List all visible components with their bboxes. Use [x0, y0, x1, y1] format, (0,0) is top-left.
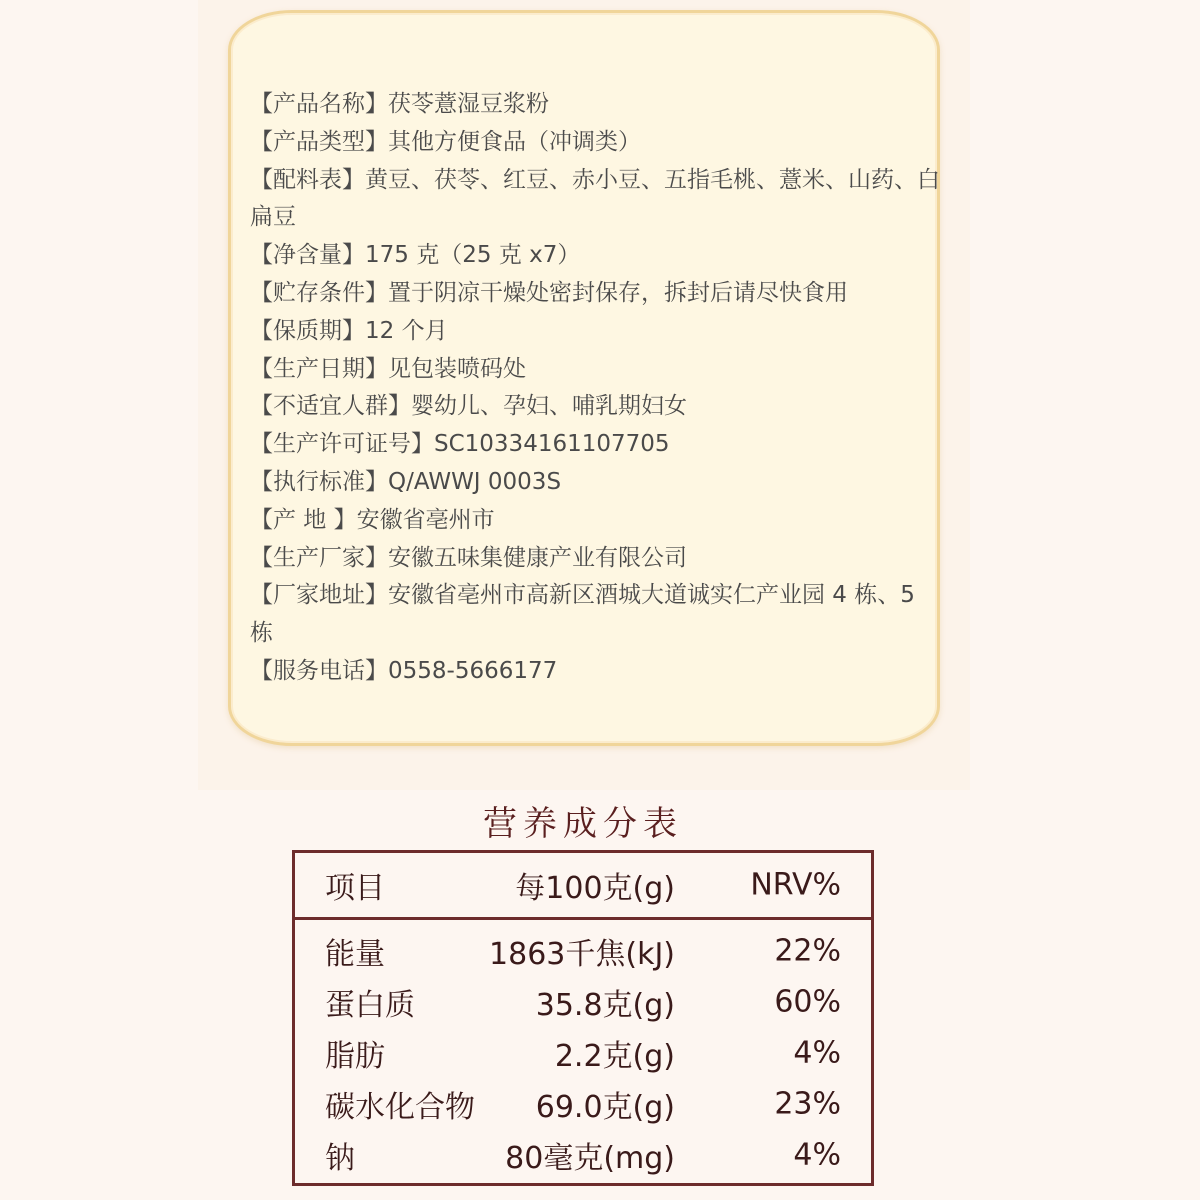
nutrient-amount: 69.0克(g): [535, 1089, 675, 1125]
info-item-unsuitable-groups: [250, 388, 940, 426]
info-item-origin: [250, 502, 940, 540]
info-label: 【配料表】: [250, 166, 365, 193]
info-value: 黄豆、茯苓、红豆、赤小豆、五指毛桃、薏米、山药、白扁豆: [250, 166, 940, 231]
table-row: [295, 1078, 871, 1129]
info-value: 安徽五味集健康产业有限公司: [388, 544, 687, 571]
table-row: [295, 925, 871, 976]
info-value: 安徽省亳州市: [356, 506, 495, 533]
info-item-product-name: [250, 86, 940, 124]
info-label: 【不适宜人群】: [250, 393, 411, 420]
info-label: 【产品名称】: [250, 91, 388, 117]
nutrient-nrv: 4%: [793, 1137, 841, 1172]
nutrient-nrv: 4%: [793, 1035, 841, 1070]
info-label: 【执行标准】: [250, 468, 388, 495]
info-label: 【产品类型】: [250, 128, 388, 155]
nutrient-name: 钠: [325, 1140, 355, 1176]
info-item-ingredients: [250, 162, 940, 238]
info-value: SC10334161107705: [434, 431, 670, 458]
info-label: 【保质期】: [250, 317, 365, 344]
table-row: [295, 1027, 871, 1078]
nutrient-nrv: 23%: [774, 1086, 841, 1121]
info-label: 【服务电话】: [250, 657, 388, 684]
nutrition-table-title: 营养成分表: [483, 804, 683, 844]
info-value: 茯苓薏湿豆浆粉: [388, 91, 549, 117]
info-item-address: [250, 577, 940, 653]
info-label: 【生产日期】: [250, 355, 388, 382]
info-item-manufacturer: [250, 540, 940, 578]
table-row: [295, 976, 871, 1027]
nutrient-name: 脂肪: [325, 1038, 385, 1074]
nutrient-name: 能量: [325, 936, 385, 972]
product-info-list: [250, 86, 940, 691]
info-value: 婴幼儿、孕妇、哺乳期妇女: [411, 393, 687, 420]
info-value: 12 个月: [365, 317, 448, 344]
info-item-shelf-life: [250, 313, 940, 351]
info-value: 175 克（25 克 x7）: [365, 242, 581, 269]
info-label: 【贮存条件】: [250, 279, 388, 306]
header-per-100g: 每100克(g): [515, 871, 675, 906]
info-value: 安徽省亳州市高新区酒城大道诚实仁产业园 4 栋、5 栋: [250, 582, 915, 647]
nutrient-name: 碳水化合物: [325, 1089, 475, 1125]
info-item-net-content: [250, 237, 940, 275]
info-label: 【厂家地址】: [250, 582, 388, 609]
info-label: 【净含量】: [250, 242, 365, 269]
info-label: 【生产厂家】: [250, 544, 388, 571]
nutrient-nrv: 60%: [774, 984, 841, 1019]
nutrition-table: [292, 850, 874, 1186]
info-item-license-number: [250, 426, 940, 464]
info-item-product-type: [250, 124, 940, 162]
nutrition-table-header: [295, 853, 871, 920]
header-item: 项目: [325, 871, 385, 906]
nutrient-amount: 2.2克(g): [554, 1038, 675, 1074]
header-nrv: NRV%: [750, 867, 841, 903]
info-value: 置于阴凉干燥处密封保存，拆封后请尽快食用: [388, 279, 848, 306]
info-item-storage: [250, 275, 940, 313]
info-label: 【产 地 】: [250, 506, 357, 533]
nutrient-amount: 80毫克(mg): [505, 1140, 675, 1176]
table-row: [295, 1129, 871, 1180]
nutrient-amount: 35.8克(g): [535, 987, 675, 1023]
info-item-phone: [250, 653, 940, 691]
nutrient-name: 蛋白质: [325, 987, 415, 1023]
info-value: 0558-5666177: [388, 657, 558, 684]
info-item-standard: [250, 464, 940, 502]
nutrient-nrv: 22%: [774, 933, 841, 968]
info-label: 【生产许可证号】: [250, 431, 434, 458]
info-value: 见包装喷码处: [388, 355, 526, 382]
nutrient-amount: 1863千焦(kJ): [489, 936, 675, 972]
info-item-production-date: [250, 351, 940, 389]
info-value: Q/AWWJ 0003S: [388, 468, 562, 495]
info-value: 其他方便食品（冲调类）: [388, 128, 641, 155]
